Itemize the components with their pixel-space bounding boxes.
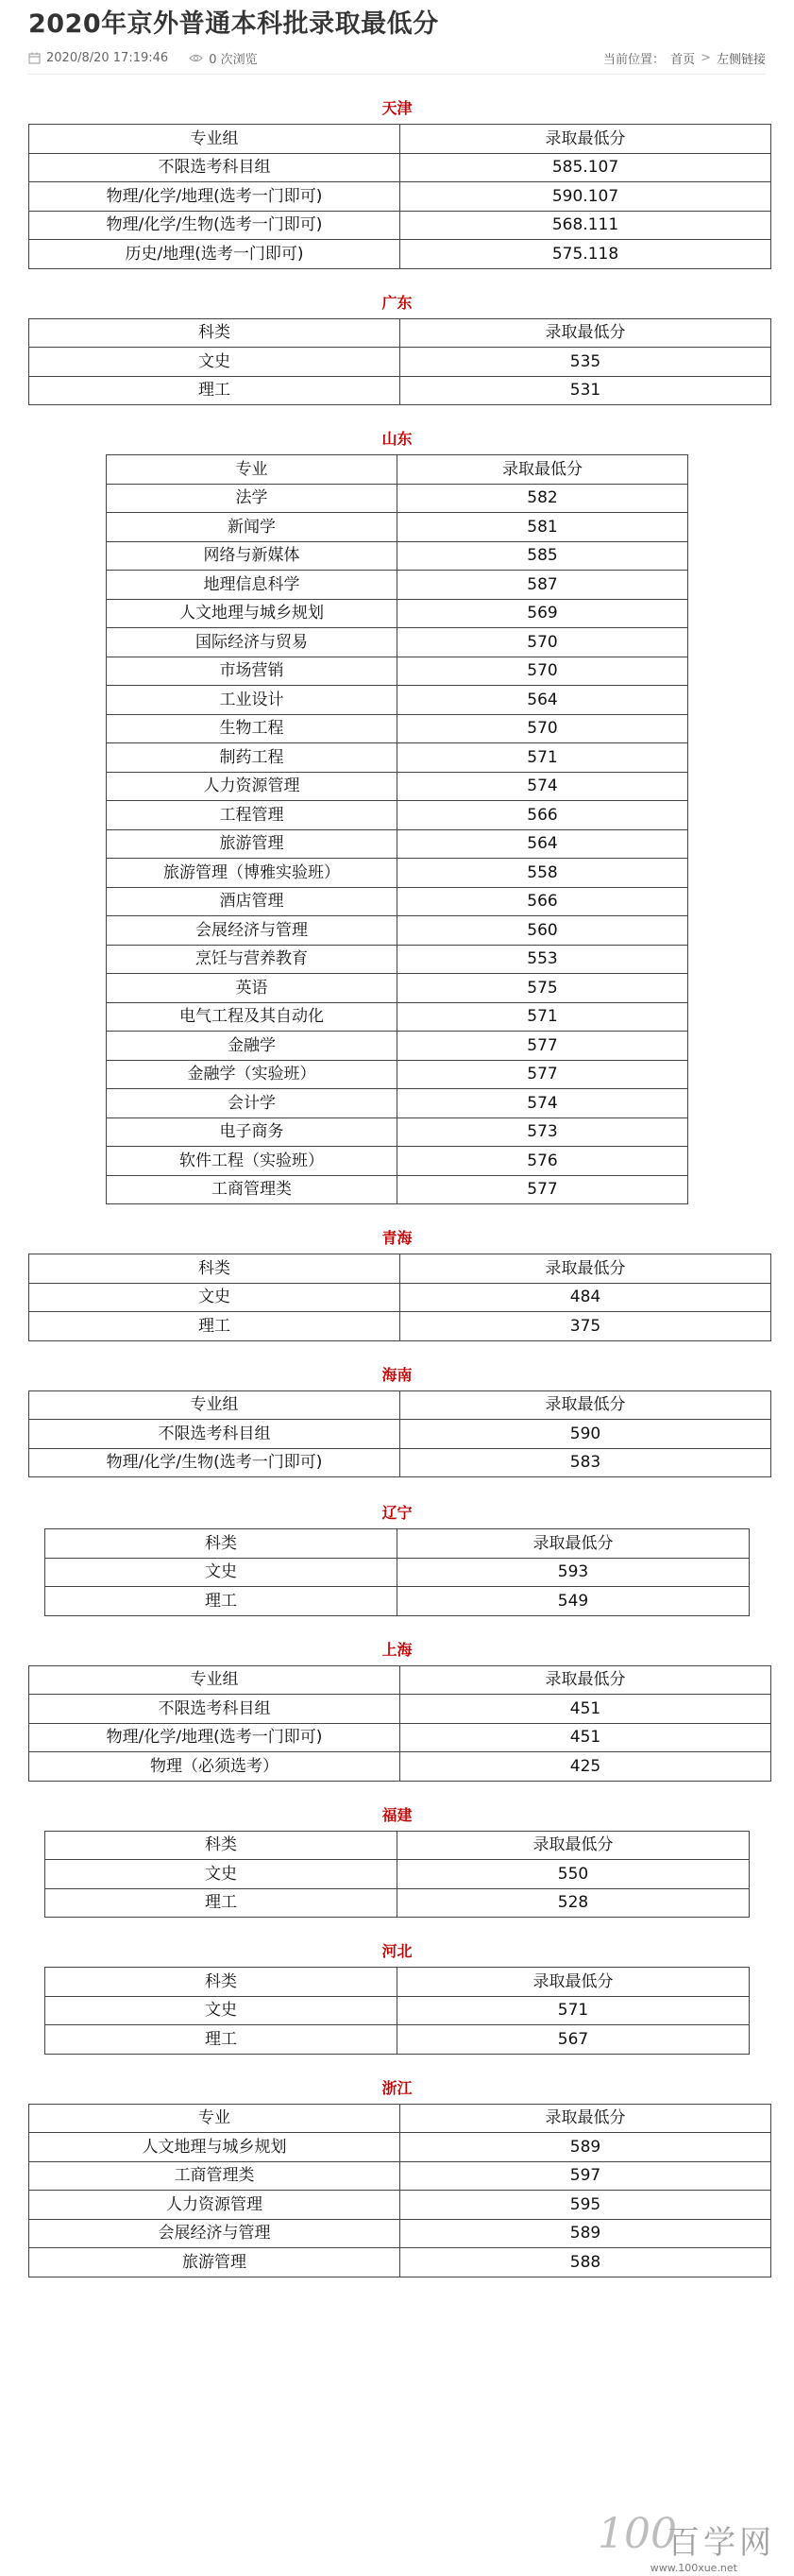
- cell-category: 不限选考科目组: [29, 1420, 400, 1449]
- table-row: [107, 1032, 688, 1061]
- cell-category: 工业设计: [107, 686, 397, 715]
- cell-min-score: 566: [397, 801, 688, 830]
- cell-category: 人力资源管理: [107, 772, 397, 801]
- section-1: [28, 294, 766, 406]
- table-row: [29, 1752, 771, 1782]
- cell-min-score: 567: [397, 2025, 750, 2055]
- cell-min-score: 582: [397, 484, 688, 513]
- table-row: [107, 801, 688, 830]
- section-title: 海南: [381, 1365, 413, 1384]
- cell-min-score: 577: [397, 1060, 688, 1089]
- cell-category: 物理/化学/生物(选考一门即可): [29, 1448, 400, 1477]
- cell-min-score: 570: [397, 714, 688, 743]
- score-table: [106, 454, 688, 1204]
- cell-min-score: 570: [397, 657, 688, 686]
- header-min-score: 录取最低分: [397, 1968, 750, 1997]
- cell-min-score: 577: [397, 1175, 688, 1204]
- cell-category: 烹饪与营养教育: [107, 945, 397, 974]
- table-row: [29, 2133, 771, 2162]
- cell-min-score: 575.118: [400, 240, 771, 269]
- cell-category: 金融学: [107, 1032, 397, 1061]
- cell-category: 国际经济与贸易: [107, 628, 397, 657]
- header-category: 专业: [29, 2104, 400, 2133]
- table-row: [45, 1558, 750, 1587]
- breadcrumb-home-link[interactable]: 首页: [670, 52, 696, 67]
- table-row: [107, 974, 688, 1003]
- header-min-score: 录取最低分: [400, 2104, 771, 2133]
- section-4: [28, 1366, 766, 1478]
- table-row: [107, 1089, 688, 1118]
- header-category: 科类: [45, 1529, 397, 1559]
- table-row: [107, 1175, 688, 1204]
- table-header-row: [29, 125, 771, 154]
- table-row: [29, 1448, 771, 1477]
- table-row: [107, 686, 688, 715]
- breadcrumb: [603, 49, 766, 67]
- cell-min-score: 375: [400, 1312, 771, 1341]
- cell-category: 工程管理: [107, 801, 397, 830]
- table-row: [29, 240, 771, 269]
- table-row: [29, 211, 771, 240]
- cell-min-score: 593: [397, 1558, 750, 1587]
- publish-date: 2020/8/20 17:19:46: [46, 50, 169, 65]
- table-row: [107, 859, 688, 888]
- cell-min-score: 451: [400, 1723, 771, 1752]
- view-count: 0 次浏览: [209, 52, 258, 67]
- cell-category: 物理/化学/地理(选考一门即可): [29, 1723, 400, 1752]
- cell-category: 会展经济与管理: [107, 916, 397, 946]
- section-title: 天津: [381, 99, 413, 117]
- page-title: 2020年京外普通本科批录取最低分: [28, 9, 439, 39]
- watermark-text: 百学网: [667, 2524, 775, 2562]
- watermark: [596, 2500, 775, 2563]
- table-row: [45, 1587, 750, 1616]
- cell-min-score: 484: [400, 1283, 771, 1312]
- cell-category: 法学: [107, 484, 397, 513]
- cell-min-score: 571: [397, 1996, 750, 2025]
- cell-min-score: 589: [400, 2133, 771, 2162]
- table-row: [107, 743, 688, 773]
- cell-min-score: 569: [397, 599, 688, 628]
- cell-min-score: 589: [400, 2219, 771, 2248]
- table-row: [45, 1860, 750, 1889]
- section-title: 上海: [381, 1640, 413, 1659]
- table-row: [107, 1002, 688, 1032]
- cell-category: 电子商务: [107, 1117, 397, 1147]
- header-category: 专业组: [29, 1665, 400, 1695]
- breadcrumb-left-links[interactable]: 左侧链接: [716, 52, 766, 67]
- cell-min-score: 585.107: [400, 153, 771, 182]
- cell-category: 人文地理与城乡规划: [107, 599, 397, 628]
- cell-category: 历史/地理(选考一门即可): [29, 240, 400, 269]
- cell-min-score: 583: [400, 1448, 771, 1477]
- cell-min-score: 566: [397, 887, 688, 916]
- watermark-url: www.100xue.net: [650, 2562, 737, 2574]
- table-row: [29, 1420, 771, 1449]
- cell-category: 人力资源管理: [29, 2191, 400, 2220]
- score-table: [28, 1390, 771, 1478]
- header-min-score: 录取最低分: [400, 125, 771, 154]
- cell-category: 电气工程及其自动化: [107, 1002, 397, 1032]
- cell-min-score: 425: [400, 1752, 771, 1782]
- cell-min-score: 550: [397, 1860, 750, 1889]
- views-info: [189, 49, 257, 67]
- table-row: [107, 1147, 688, 1176]
- cell-category: 金融学（实验班）: [107, 1060, 397, 1089]
- section-3: [28, 1229, 766, 1341]
- table-row: [45, 1888, 750, 1918]
- table-row: [107, 541, 688, 571]
- cell-category: 旅游管理: [29, 2248, 400, 2277]
- table-row: [29, 2161, 771, 2191]
- section-0: [28, 99, 766, 269]
- table-row: [107, 657, 688, 686]
- section-9: [28, 2079, 766, 2277]
- table-row: [107, 945, 688, 974]
- table-header-row: [29, 318, 771, 348]
- cell-min-score: 587: [397, 571, 688, 600]
- cell-category: 理工: [29, 376, 400, 405]
- cell-min-score: 549: [397, 1587, 750, 1616]
- table-row: [29, 348, 771, 377]
- table-row: [107, 887, 688, 916]
- table-header-row: [107, 455, 688, 485]
- cell-category: 旅游管理（博雅实验班）: [107, 859, 397, 888]
- cell-category: 酒店管理: [107, 887, 397, 916]
- cell-category: 市场营销: [107, 657, 397, 686]
- cell-min-score: 568.111: [400, 211, 771, 240]
- section-title: 青海: [381, 1229, 413, 1247]
- section-8: [28, 1942, 766, 2055]
- table-row: [107, 1060, 688, 1089]
- header-min-score: 录取最低分: [397, 455, 688, 485]
- section-title: 辽宁: [381, 1504, 413, 1522]
- cell-min-score: 574: [397, 1089, 688, 1118]
- table-row: [107, 628, 688, 657]
- cell-min-score: 585: [397, 541, 688, 571]
- cell-min-score: 535: [400, 348, 771, 377]
- cell-min-score: 574: [397, 772, 688, 801]
- table-row: [29, 376, 771, 405]
- location-label: 当前位置：: [603, 52, 666, 67]
- table-row: [29, 1723, 771, 1752]
- header-category: 专业: [107, 455, 397, 485]
- table-row: [29, 182, 771, 212]
- table-header-row: [29, 1254, 771, 1284]
- cell-min-score: 577: [397, 1032, 688, 1061]
- calendar-icon: [28, 52, 41, 64]
- table-header-row: [29, 1390, 771, 1420]
- cell-category: 理工: [45, 2025, 397, 2055]
- meta-bar: [28, 42, 766, 75]
- cell-category: 人文地理与城乡规划: [29, 2133, 400, 2162]
- table-row: [107, 714, 688, 743]
- table-row: [107, 916, 688, 946]
- cell-category: 物理/化学/生物(选考一门即可): [29, 211, 400, 240]
- table-row: [29, 2219, 771, 2248]
- cell-min-score: 531: [400, 376, 771, 405]
- cell-category: 文史: [29, 1283, 400, 1312]
- cell-category: 新闻学: [107, 513, 397, 542]
- header-min-score: 录取最低分: [400, 318, 771, 348]
- cell-min-score: 564: [397, 829, 688, 859]
- header-min-score: 录取最低分: [400, 1254, 771, 1284]
- cell-category: 网络与新媒体: [107, 541, 397, 571]
- table-row: [107, 772, 688, 801]
- table-row: [45, 2025, 750, 2055]
- table-header-row: [45, 1529, 750, 1559]
- cell-min-score: 575: [397, 974, 688, 1003]
- table-row: [107, 829, 688, 859]
- date-info: [28, 51, 168, 65]
- section-title: 广东: [381, 293, 413, 312]
- score-table: [28, 2104, 771, 2277]
- section-2: [28, 430, 766, 1204]
- cell-category: 文史: [45, 1860, 397, 1889]
- score-table: [28, 318, 771, 406]
- cell-category: 物理/化学/地理(选考一门即可): [29, 182, 400, 212]
- watermark-logo-icon: [596, 2500, 677, 2563]
- cell-min-score: 590: [400, 1420, 771, 1449]
- table-header-row: [45, 1831, 750, 1860]
- section-6: [28, 1641, 766, 1782]
- header-min-score: 录取最低分: [400, 1390, 771, 1420]
- cell-min-score: 581: [397, 513, 688, 542]
- cell-min-score: 595: [400, 2191, 771, 2220]
- cell-min-score: 558: [397, 859, 688, 888]
- section-title: 河北: [381, 1942, 413, 1960]
- cell-min-score: 570: [397, 628, 688, 657]
- cell-min-score: 588: [400, 2248, 771, 2277]
- cell-category: 地理信息科学: [107, 571, 397, 600]
- header-min-score: 录取最低分: [397, 1529, 750, 1559]
- table-row: [29, 2191, 771, 2220]
- header-category: 科类: [45, 1968, 397, 1997]
- table-header-row: [29, 2104, 771, 2133]
- table-row: [29, 153, 771, 182]
- cell-min-score: 564: [397, 686, 688, 715]
- table-row: [29, 2248, 771, 2277]
- cell-category: 生物工程: [107, 714, 397, 743]
- meta-left: [28, 49, 258, 67]
- cell-min-score: 573: [397, 1117, 688, 1147]
- table-row: [29, 1283, 771, 1312]
- score-table: [28, 1254, 771, 1341]
- table-header-row: [45, 1968, 750, 1997]
- header-category: 专业组: [29, 125, 400, 154]
- cell-category: 英语: [107, 974, 397, 1003]
- cell-min-score: 451: [400, 1695, 771, 1724]
- table-row: [107, 513, 688, 542]
- cell-min-score: 597: [400, 2161, 771, 2191]
- cell-category: 理工: [29, 1312, 400, 1341]
- header-category: 专业组: [29, 1390, 400, 1420]
- cell-category: 物理（必须选考）: [29, 1752, 400, 1782]
- score-sections: [28, 99, 766, 2277]
- cell-category: 制药工程: [107, 743, 397, 773]
- score-table: [44, 1831, 750, 1919]
- score-table: [44, 1967, 750, 2055]
- header-category: 科类: [29, 318, 400, 348]
- breadcrumb-separator: >: [701, 50, 711, 65]
- cell-category: 不限选考科目组: [29, 1695, 400, 1724]
- cell-category: 文史: [45, 1996, 397, 2025]
- table-row: [29, 1312, 771, 1341]
- table-row: [107, 599, 688, 628]
- cell-min-score: 560: [397, 916, 688, 946]
- header-min-score: 录取最低分: [400, 1665, 771, 1695]
- section-title: 山东: [381, 430, 413, 448]
- cell-min-score: 576: [397, 1147, 688, 1176]
- table-row: [107, 1117, 688, 1147]
- section-5: [28, 1504, 766, 1616]
- score-table: [28, 124, 771, 269]
- header-min-score: 录取最低分: [397, 1831, 750, 1860]
- score-table: [44, 1528, 750, 1616]
- table-row: [29, 1695, 771, 1724]
- table-row: [45, 1996, 750, 2025]
- eye-icon: [189, 53, 203, 63]
- cell-category: 理工: [45, 1587, 397, 1616]
- score-table: [28, 1665, 771, 1782]
- svg-text:100: 100: [598, 2510, 677, 2558]
- cell-category: 旅游管理: [107, 829, 397, 859]
- cell-min-score: 553: [397, 945, 688, 974]
- cell-category: 会展经济与管理: [29, 2219, 400, 2248]
- section-7: [28, 1806, 766, 1919]
- header-category: 科类: [29, 1254, 400, 1284]
- cell-category: 文史: [45, 1558, 397, 1587]
- table-row: [107, 484, 688, 513]
- cell-category: 工商管理类: [29, 2161, 400, 2191]
- cell-min-score: 571: [397, 1002, 688, 1032]
- table-header-row: [29, 1665, 771, 1695]
- cell-category: 理工: [45, 1888, 397, 1918]
- table-row: [107, 571, 688, 600]
- section-title: 浙江: [381, 2078, 413, 2097]
- cell-category: 会计学: [107, 1089, 397, 1118]
- cell-min-score: 590.107: [400, 182, 771, 212]
- cell-category: 不限选考科目组: [29, 153, 400, 182]
- cell-category: 工商管理类: [107, 1175, 397, 1204]
- cell-category: 文史: [29, 348, 400, 377]
- cell-min-score: 571: [397, 743, 688, 773]
- cell-min-score: 528: [397, 1888, 750, 1918]
- cell-category: 软件工程（实验班）: [107, 1147, 397, 1176]
- header-category: 科类: [45, 1831, 397, 1860]
- section-title: 福建: [381, 1805, 413, 1824]
